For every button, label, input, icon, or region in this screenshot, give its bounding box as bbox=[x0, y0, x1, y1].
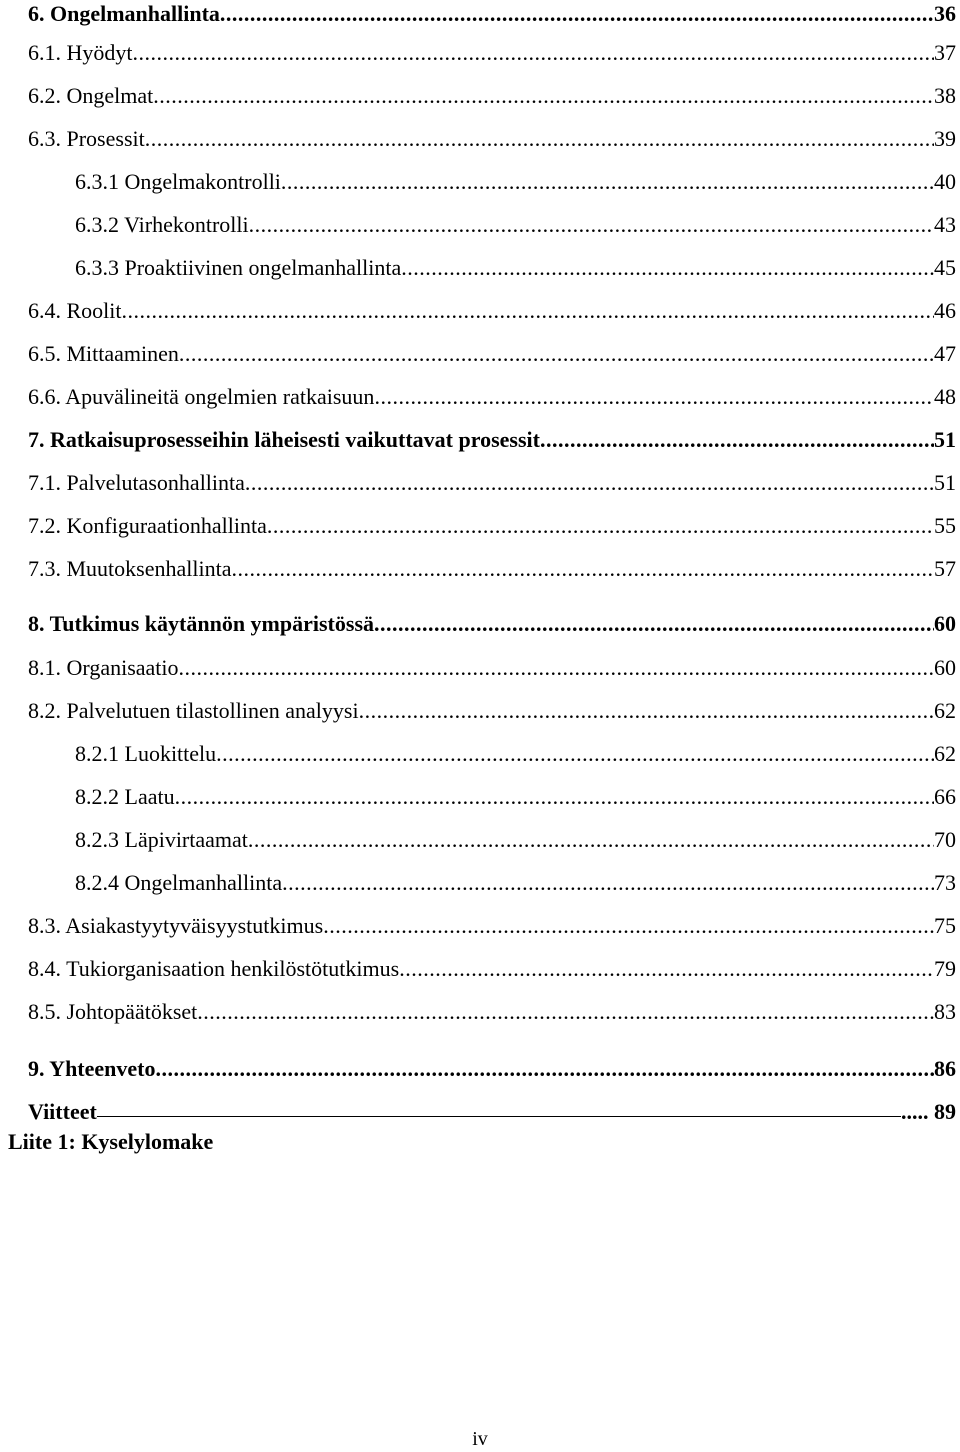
toc-leader bbox=[156, 1053, 935, 1085]
toc-entry-label: 8.3. Asiakastyytyväisyystutkimus bbox=[28, 913, 324, 938]
toc-leader bbox=[249, 209, 934, 241]
toc-entry bbox=[0, 824, 960, 856]
toc-leader bbox=[216, 738, 934, 770]
toc-leader bbox=[248, 824, 934, 856]
toc-entry-label: 6.3.1 Ongelmakontrolli bbox=[75, 169, 281, 194]
toc-entry bbox=[0, 467, 960, 499]
toc-entry bbox=[0, 608, 960, 640]
toc-entry-page: 60 bbox=[934, 655, 956, 680]
toc-entry-label: 8.2.2 Laatu bbox=[75, 784, 175, 809]
toc-entry-label: 8.2. Palvelutuen tilastollinen analyysi bbox=[28, 698, 359, 723]
toc-leader bbox=[540, 424, 934, 456]
toc-entry-page: 62 bbox=[934, 741, 956, 766]
toc-entry bbox=[0, 910, 960, 942]
toc-leader bbox=[153, 80, 934, 112]
toc-entry bbox=[0, 123, 960, 155]
toc-entry bbox=[0, 424, 960, 456]
toc-entry bbox=[0, 166, 960, 198]
toc-entry-label: 6.3. Prosessit bbox=[28, 126, 145, 151]
toc-entry-label: 9. Yhteenveto bbox=[28, 1056, 156, 1081]
toc-entry-label: 8.4. Tukiorganisaation henkilöstötutkimus bbox=[28, 956, 400, 981]
toc-entry-page: 57 bbox=[934, 556, 956, 581]
toc-entry bbox=[0, 695, 960, 727]
toc-entry-label: 6.5. Mittaaminen bbox=[28, 341, 179, 366]
toc-entry bbox=[0, 381, 960, 413]
appendix-entry: Liite 1: Kyselylomake bbox=[8, 1129, 214, 1154]
toc-leader bbox=[281, 166, 934, 198]
toc-entry bbox=[0, 781, 960, 813]
toc-entry bbox=[0, 0, 960, 30]
toc-leader bbox=[245, 467, 934, 499]
toc-entry-label: 6.6. Apuvälineitä ongelmien ratkaisuun bbox=[28, 384, 375, 409]
toc-entry-page: 70 bbox=[934, 827, 956, 852]
page-number: iv bbox=[472, 1428, 488, 1450]
toc-entry bbox=[0, 953, 960, 985]
toc-entry-page: 60 bbox=[934, 611, 956, 636]
toc-entry bbox=[0, 1053, 960, 1085]
toc-entry-page: 40 bbox=[934, 169, 956, 194]
toc-entry-page: 48 bbox=[934, 384, 956, 409]
toc-entry-page: 66 bbox=[934, 784, 956, 809]
toc-leader bbox=[282, 867, 934, 899]
toc-entry bbox=[0, 37, 960, 69]
toc-leader bbox=[197, 996, 934, 1028]
toc-entry bbox=[0, 209, 960, 241]
toc-entry-page: 73 bbox=[934, 870, 956, 895]
toc-entry-page: 62 bbox=[934, 698, 956, 723]
toc-entry-page: 86 bbox=[934, 1056, 956, 1081]
toc-entry bbox=[0, 867, 960, 899]
toc-leader-solid bbox=[97, 1116, 901, 1117]
toc-entry-page: 79 bbox=[934, 956, 956, 981]
toc-leader bbox=[323, 910, 934, 942]
toc-entry-label: 8. Tutkimus käytännön ympäristössä bbox=[28, 611, 375, 636]
toc-leader bbox=[359, 695, 934, 727]
toc-entry-label: 6. Ongelmanhallinta bbox=[28, 1, 220, 26]
toc-leader bbox=[267, 510, 934, 542]
toc-leader bbox=[122, 295, 934, 327]
toc-entry-page: 75 bbox=[934, 913, 956, 938]
toc-entry-page: 43 bbox=[934, 212, 956, 237]
toc-entry-page: 55 bbox=[934, 513, 956, 538]
toc-entry-label: 8.5. Johtopäätökset bbox=[28, 999, 198, 1024]
toc-entry-label: 8.2.4 Ongelmanhallinta bbox=[75, 870, 283, 895]
toc-entry-label: 6.2. Ongelmat bbox=[28, 83, 154, 108]
toc-entry-page: 83 bbox=[934, 999, 956, 1024]
toc-leader bbox=[133, 37, 935, 69]
toc-leader bbox=[220, 0, 934, 30]
toc-entry bbox=[0, 252, 960, 284]
toc-entry bbox=[0, 80, 960, 112]
toc-entry-page: 39 bbox=[934, 126, 956, 151]
toc-entry-page: 51 bbox=[934, 427, 956, 452]
toc-entry bbox=[0, 996, 960, 1028]
toc-entry bbox=[0, 553, 960, 585]
toc-entry-label: 6.3.2 Virhekontrolli bbox=[75, 212, 249, 237]
toc-leader bbox=[374, 608, 934, 640]
toc-entry-label: 7. Ratkaisuprosesseihin läheisesti vaikuttavat prosessit bbox=[28, 427, 540, 452]
toc-entry-page: 51 bbox=[934, 470, 956, 495]
toc-entry bbox=[0, 738, 960, 770]
toc-entry-label: 6.4. Roolit bbox=[28, 298, 122, 323]
toc-entry-label: 7.2. Konfiguraationhallinta bbox=[28, 513, 267, 538]
toc-leader bbox=[399, 953, 934, 985]
toc-entry-label: 8.2.1 Luokittelu bbox=[75, 741, 217, 766]
toc-entry-page: ..... 89 bbox=[901, 1099, 956, 1124]
toc-entry-page: 36 bbox=[934, 1, 956, 26]
toc-leader bbox=[401, 252, 934, 284]
toc-entry bbox=[0, 510, 960, 542]
toc-leader bbox=[145, 123, 934, 155]
toc-entry-label: 8.2.3 Läpivirtaamat bbox=[75, 827, 248, 852]
toc-entry-label: Viitteet bbox=[28, 1099, 97, 1124]
toc-entry-label: 8.1. Organisaatio bbox=[28, 655, 179, 680]
toc-entry-page: 38 bbox=[934, 83, 956, 108]
toc-leader bbox=[374, 381, 934, 413]
toc-entry-label: 6.3.3 Proaktiivinen ongelmanhallinta bbox=[75, 255, 402, 280]
toc-entry-page: 46 bbox=[934, 298, 956, 323]
toc-entry-page: 47 bbox=[934, 341, 956, 366]
toc-leader bbox=[179, 652, 934, 684]
toc-entry-label: 6.1. Hyödyt bbox=[28, 40, 133, 65]
toc-entry bbox=[0, 338, 960, 370]
toc-entry bbox=[0, 295, 960, 327]
toc-entry bbox=[0, 652, 960, 684]
toc-leader bbox=[179, 338, 934, 370]
toc-entry-label: 7.3. Muutoksenhallinta bbox=[28, 556, 232, 581]
toc-entry bbox=[0, 1096, 960, 1128]
toc-entry-page: 45 bbox=[934, 255, 956, 280]
toc-entry-page: 37 bbox=[934, 40, 956, 65]
toc-leader bbox=[175, 781, 934, 813]
toc-leader bbox=[231, 553, 934, 585]
toc-entry-label: 7.1. Palvelutasonhallinta bbox=[28, 470, 245, 495]
